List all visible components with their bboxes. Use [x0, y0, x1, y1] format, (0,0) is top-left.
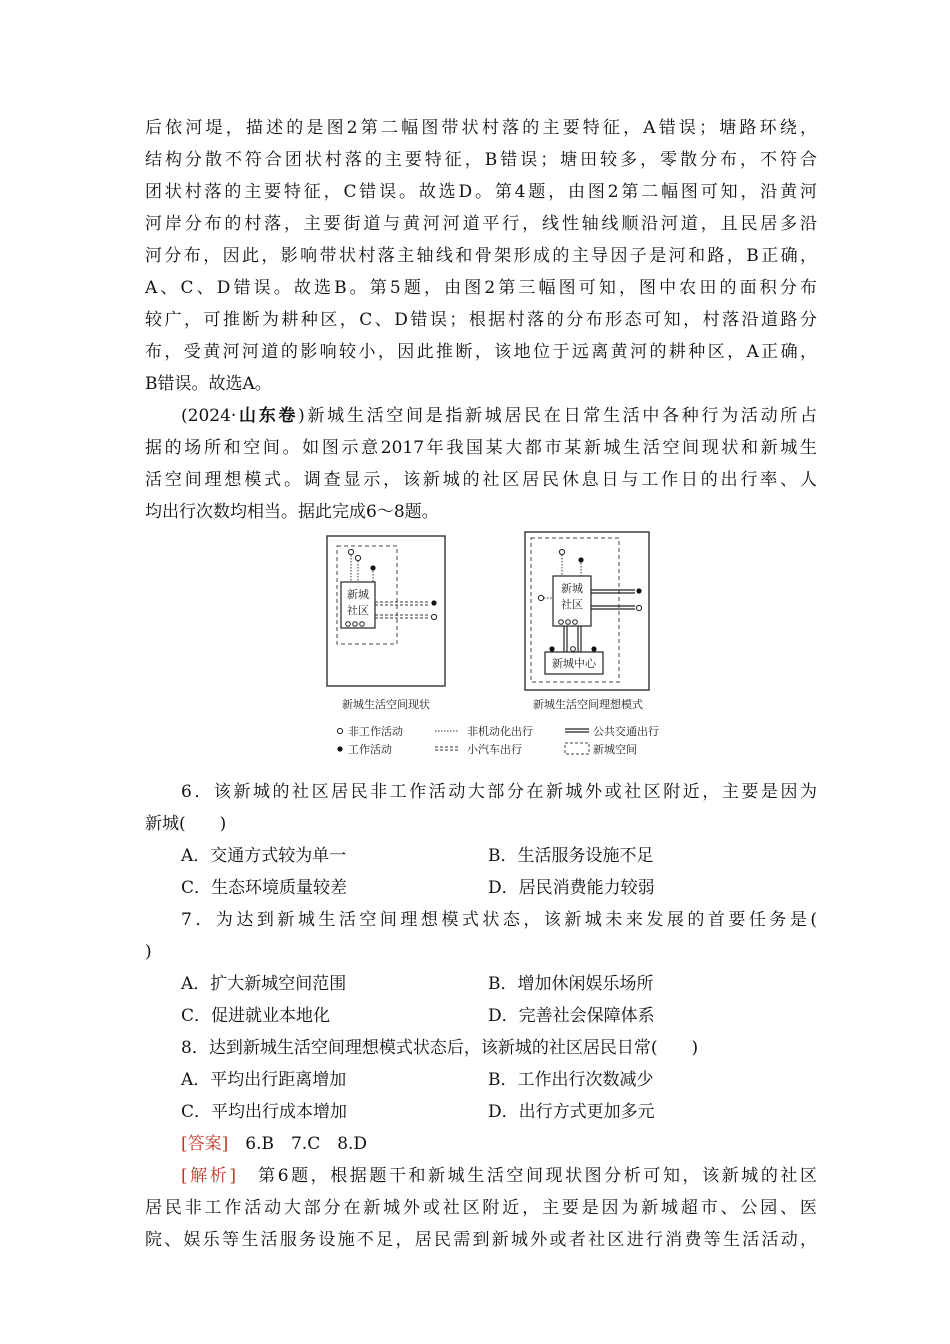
text-line: 据的场所和空间。如图示意2017年我国某大都市某新城生活空间现状和新城生 [145, 438, 817, 458]
diagram-svg [145, 528, 817, 776]
non-work-marker [348, 549, 353, 554]
option-a[interactable]: A．平均出行距离增加 [181, 1070, 347, 1090]
answer-text: 6.B 7.C 8.D [228, 1134, 368, 1154]
legend-work: 工作活动 [348, 743, 392, 756]
option-row [145, 968, 817, 1000]
option-b[interactable]: B．工作出行次数减少 [488, 1070, 654, 1090]
intro-text: )新城生活空间是指新城居民在日常生活中各种行为活动所占 [298, 406, 817, 426]
non-work-marker [355, 555, 360, 560]
legend-new-city-space: 新城空间 [593, 743, 637, 756]
page-content [145, 112, 817, 1256]
non-work-marker [431, 614, 436, 619]
legend-car: 小汽车出行 [467, 743, 522, 756]
left-caption: 新城生活空间现状 [342, 698, 430, 711]
work-marker [636, 588, 641, 593]
left-box-label-1: 新城 [347, 588, 369, 601]
text-line: 河岸分布的村落，主要街道与黄河河道平行，线性轴线顺沿河道，且民居多沿 [145, 214, 817, 234]
figure-new-city-space [145, 528, 817, 776]
legend-work-icon [337, 746, 342, 751]
option-c[interactable]: C．平均出行成本增加 [181, 1102, 348, 1122]
option-a[interactable]: A．扩大新城空间范围 [181, 974, 347, 994]
text-line: A、C、D错误。故选B。第5题，由图2第三幅图可知，图中农田的面积分布 [145, 278, 817, 298]
non-work-marker [559, 549, 564, 554]
option-b[interactable]: B．生活服务设施不足 [488, 846, 654, 866]
left-box-label-2: 社区 [347, 604, 369, 617]
work-marker [431, 600, 436, 605]
new-city-center-label: 新城中心 [552, 657, 596, 670]
source-name: 山东卷 [236, 406, 299, 426]
non-work-marker [346, 622, 351, 627]
question-stem: 6．该新城的社区居民非工作活动大部分在新城外或社区附近，主要是因为 [181, 782, 817, 802]
analysis-text: 第6题，根据题干和新城生活空间现状图分析可知，该新城的社区 [235, 1166, 817, 1186]
question-stem: 8．达到新城生活空间理想模式状态后，该新城的社区居民日常( ) [181, 1038, 699, 1058]
non-work-marker [566, 620, 571, 625]
source-open: (2024· [181, 406, 237, 426]
question-stem: 新城( ) [145, 814, 227, 834]
option-b[interactable]: B．增加休闲娱乐场所 [488, 974, 654, 994]
option-row [145, 872, 817, 904]
non-work-marker [571, 647, 576, 652]
option-row [145, 1064, 817, 1096]
legend-non-work-icon [337, 728, 342, 733]
right-box-label-1: 新城 [561, 582, 583, 595]
text-line: 较广，可推断为耕种区，C、D错误；根据村落的分布形态可知，村落沿道路分 [145, 310, 817, 330]
option-row [145, 1000, 817, 1032]
question-stem: 7．为达到新城生活空间理想模式状态，该新城未来发展的首要任务是( [181, 910, 817, 930]
option-a[interactable]: A．交通方式较为单一 [181, 846, 347, 866]
work-marker [549, 646, 554, 651]
text-line: 均出行次数均相当。据此完成6～8题。 [145, 502, 439, 522]
non-work-marker [559, 620, 564, 625]
option-c[interactable]: C．促进就业本地化 [181, 1006, 331, 1026]
text-line: 结构分散不符合团状村落的主要特征，B错误；塘田较多，零散分布，不符合 [145, 150, 817, 170]
right-caption: 新城生活空间理想模式 [533, 698, 643, 711]
option-c[interactable]: C．生态环境质量较差 [181, 878, 348, 898]
right-box-label-2: 社区 [561, 598, 583, 611]
answer-line [145, 1128, 817, 1160]
question-intro [145, 400, 817, 528]
analysis-first-line [145, 1160, 817, 1192]
text-line: 布，受黄河河道的影响较小，因此推断，该地位于远离黄河的耕种区，A正确， [145, 342, 817, 362]
option-d[interactable]: D．居民消费能力较弱 [488, 878, 655, 898]
analysis-tag: [解析] [181, 1166, 236, 1186]
non-work-marker [353, 622, 358, 627]
non-work-marker [636, 605, 641, 610]
question-8 [145, 1032, 817, 1128]
option-row [145, 1096, 817, 1128]
work-marker [578, 557, 583, 562]
legend-transit: 公共交通出行 [593, 725, 659, 738]
text-line: 后依河堤，描述的是图2第二幅图带状村落的主要特征，A错误；塘路环绕， [145, 118, 817, 138]
non-work-marker [538, 595, 543, 600]
non-work-marker [573, 620, 578, 625]
work-marker [591, 646, 596, 651]
non-work-marker [360, 622, 365, 627]
text-line: 院、娱乐等生活服务设施不足，居民需到新城外或者社区进行消费等生活活动， [145, 1230, 817, 1250]
paragraph-previous-analysis [145, 112, 817, 400]
legend-non-work: 非工作活动 [348, 725, 403, 738]
question-6 [145, 776, 817, 904]
legend-non-motor: 非机动化出行 [467, 725, 533, 738]
legend-new-city-space-icon [565, 743, 589, 754]
question-7 [145, 904, 817, 1032]
option-d[interactable]: D．出行方式更加多元 [488, 1102, 655, 1122]
left-outer-frame [327, 536, 445, 686]
question-stem: ) [145, 942, 152, 962]
text-line: 团状村落的主要特征，C错误。故选D。第4题，由图2第二幅图可知，沿黄河 [145, 182, 817, 202]
work-marker [370, 565, 375, 570]
option-d[interactable]: D．完善社会保障体系 [488, 1006, 655, 1026]
option-row [145, 840, 817, 872]
analysis [145, 1160, 817, 1256]
text-line: 居民非工作活动大部分在新城外或社区附近，主要是因为新城超市、公园、医 [145, 1198, 817, 1218]
answer-tag: [答案] [181, 1134, 229, 1154]
text-line: 活空间理想模式。调查显示，该新城的社区居民休息日与工作日的出行率、人 [145, 470, 817, 490]
text-line: 河分布，因此，影响带状村落主轴线和骨架形成的主导因子是河和路，B正确， [145, 246, 817, 266]
text-line: B错误。故选A。 [145, 374, 272, 394]
intro-first-line [145, 400, 817, 432]
